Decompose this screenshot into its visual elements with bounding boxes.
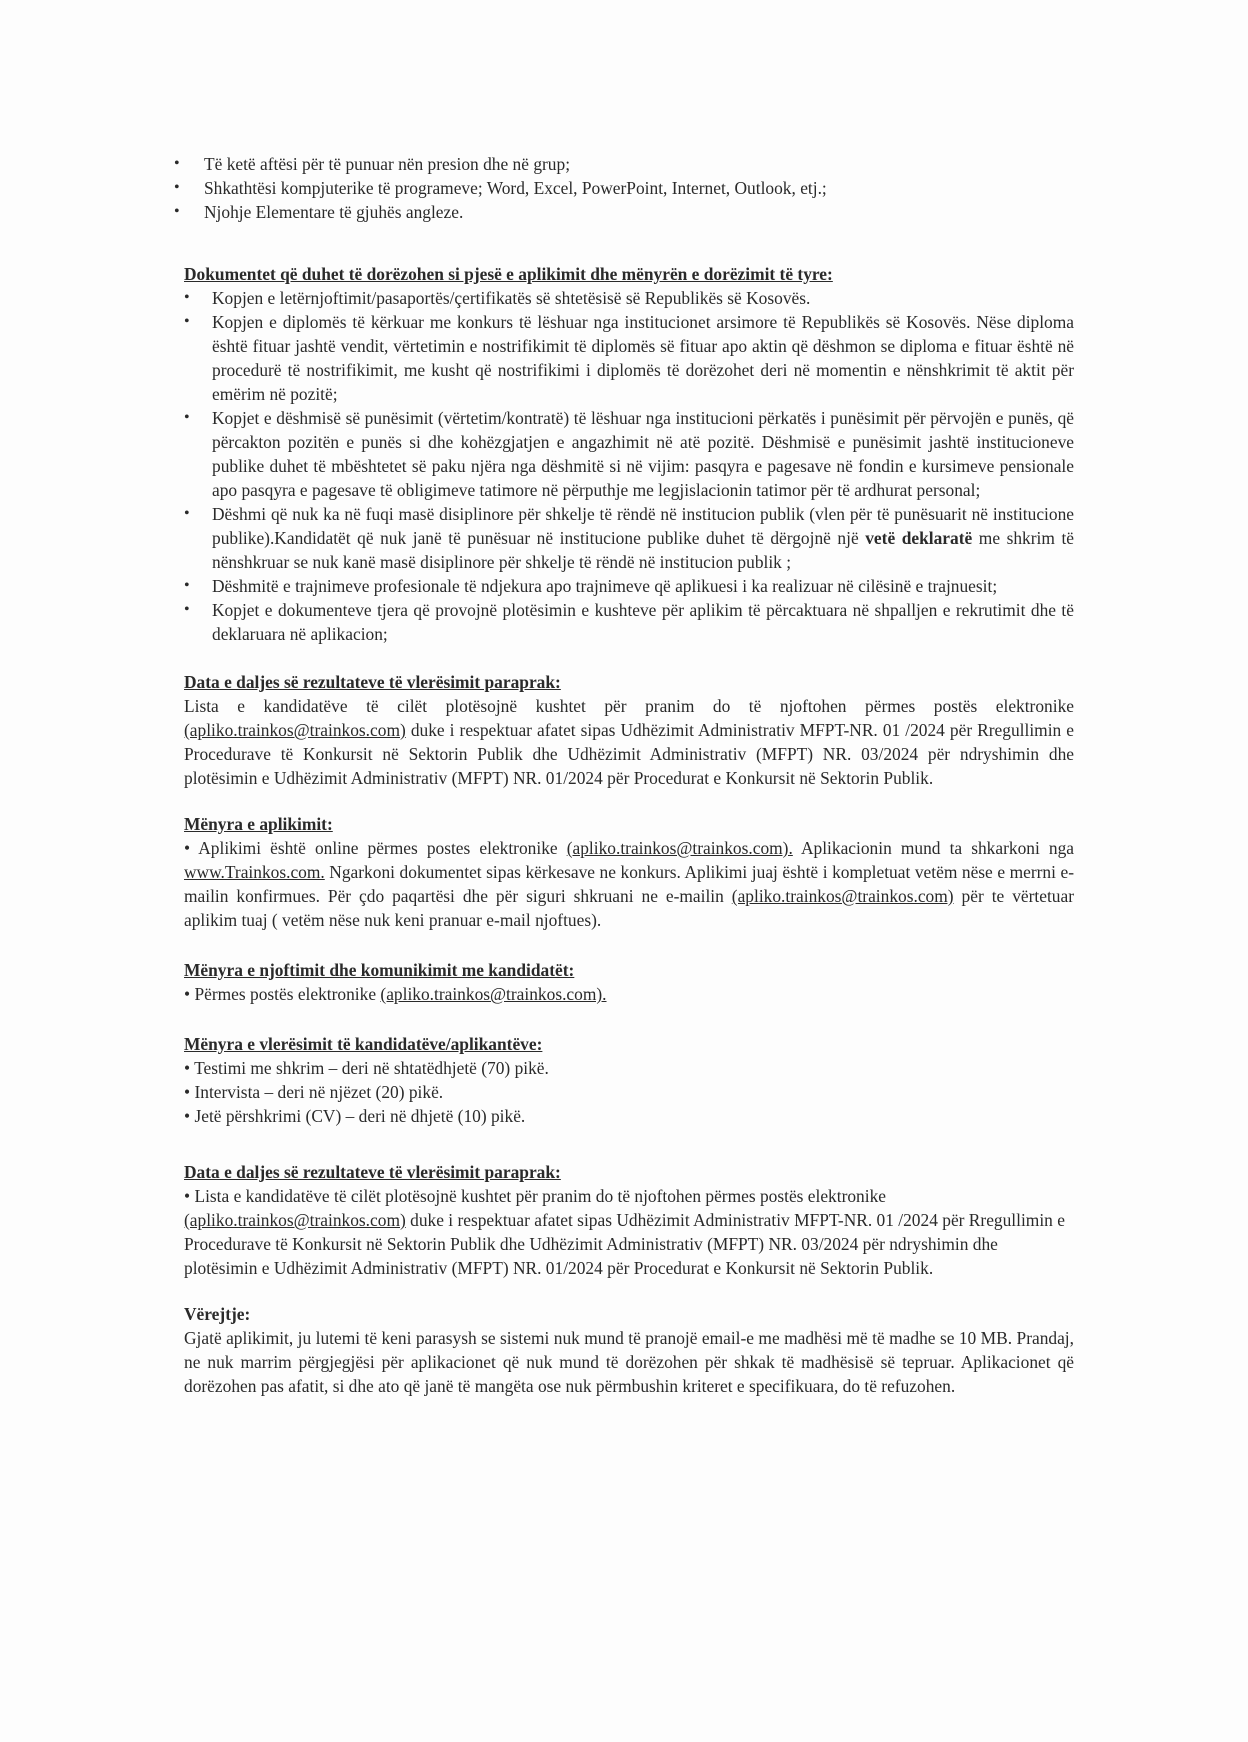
email-link[interactable]: (apliko.trainkos@trainkos.com) <box>184 720 406 740</box>
evaluation-item <box>184 1056 1074 1080</box>
documents-list <box>184 286 1074 646</box>
evaluation-item-text: Intervista – deri në njëzet (20) pikë. <box>194 1082 444 1102</box>
email-link[interactable]: (apliko.trainkos@trainkos.com) <box>731 886 954 906</box>
application-heading: Mënyra e aplikimit: <box>184 814 333 834</box>
bullet-dot: • <box>184 838 191 858</box>
documents-section <box>184 262 1074 646</box>
document-item: • Dëshmitë e trajnimeve profesionale të ndjekura apo trajnimeve që aplikuesi i ka realizuar në cilësinë e trajnuesit; <box>184 574 1074 598</box>
remark-text: Gjatë aplikimit, ju lutemi të keni parasysh se sistemi nuk mund të pranojë email-e me madhësi më të madhe se 10 MB. Prandaj, ne nuk marrim përgjegjësi për aplikacionet që nuk mund të dorëzohen për shkak të madhësisë së tepruar. Aplikacionet që dorëzohen pas afatit, si dhe ato që janë të mangëta ose nuk përmbushin kriteret e specifikuara, do të refuzohen. <box>184 1328 1074 1396</box>
evaluation-heading: Mënyra e vlerësimit të kandidatëve/aplikantëve: <box>184 1034 543 1054</box>
results-heading: Data e daljes së rezultateve të vlerësimit paraprak: <box>184 1162 561 1182</box>
application-text-3: Ngarkoni dokumentet sipas kërkesave ne konkurs. Aplikimi juaj është i kompletuat vetëm nëse e merrni e-mailin konfirmues. Për çdo paqartësi dhe për siguri shkruani ne e-mailin <box>184 862 1074 906</box>
communication-text-a: Përmes postës elektronike <box>194 984 377 1004</box>
bullet-dot: • <box>184 1186 191 1206</box>
application-text-1: Aplikimi është online përmes postes elektronike <box>198 838 558 858</box>
remark-title: Vërejtje: <box>184 1304 251 1324</box>
skill-item: • Të ketë aftësi për të punuar nën presion dhe në grup; <box>174 152 1074 176</box>
document-item: • Kopjet e dokumenteve tjera që provojnë plotësimin e kushteve për aplikim të përcaktuara në shpalljen e rekrutimit dhe të deklaruara në aplikacion; <box>184 598 1074 646</box>
evaluation-section <box>184 1032 1074 1128</box>
document-item <box>184 502 1074 574</box>
evaluation-item <box>184 1104 1074 1128</box>
document-item: • Kopjen e letërnjoftimit/pasaportës/çertifikatës së shtetësisë së Republikës së Kosovës. <box>184 286 1074 310</box>
document-item: • Kopjet e dëshmisë së punësimit (vërtetim/kontratë) të lëshuar nga institucioni përkatës i punësimit për përvojën e punës, që përcakton pozitën e punës si dhe kohëzgjatjen e angazhimit në atë pozitë. Dëshmisë e punësimit jashtë institucioneve publike duhet të mbështetet së paku njëra nga dëshmitë si në vijim: pasqyra e pagesave në fondin e kursimeve pensionale apo pasqyra e pagesave të obligimeve tatimore në përputhje me legjislacionin tatimor për të ardhurat personal; <box>184 406 1074 502</box>
results-heading: Data e daljes së rezultateve të vlerësimit paraprak: <box>184 672 561 692</box>
results-section-2 <box>184 1160 1074 1280</box>
document-item: • Kopjen e diplomës të kërkuar me konkurs të lëshuar nga institucionet arsimore të Republikës së Kosovës. Nëse diploma është fituar jashtë vendit, vërtetimin e nostrifikimit të diplomës së fituar apo aktin që dëshmon se diploma e fituar është në procedurë të nostrifikimit, me kusht që nostrifikimi i diplomës të dorëzohet deri në momentin e nënshkrimit të aktit për emërim në pozitë; <box>184 310 1074 406</box>
bullet-dot: • <box>184 1082 191 1102</box>
documents-heading: Dokumentet që duhet të dorëzohen si pjesë e aplikimit dhe mënyrën e dorëzimit të tyre: <box>184 264 833 284</box>
results-section-1 <box>184 670 1074 790</box>
communication-section <box>184 958 1074 1006</box>
skills-list <box>184 152 1074 224</box>
email-link[interactable]: (apliko.trainkos@trainkos.com). <box>566 838 793 858</box>
website-link[interactable]: www.Trainkos.com. <box>184 862 325 882</box>
bullet-dot: • <box>184 1058 191 1078</box>
results-text-b: duke i respektuar afatet sipas Udhëzimit Administrativ MFPT-NR. 01 /2024 për Rregullimin e Procedurave të Konkursit në Sektorin Publik dhe Udhëzimit Administrativ (MFPT) NR. 03/2024 për ndryshimin dhe plotësimin e Udhëzimit Administrativ (MFPT) NR. 01/2024 për Procedurat e Konkursit në Sektorin Publik. <box>184 720 1074 788</box>
results-text-a: Lista e kandidatëve të cilët plotësojnë kushtet për pranim do të njoftohen përmes postës elektronike <box>184 696 1074 716</box>
evaluation-item-text: Jetë përshkrimi (CV) – deri në dhjetë (10) pikë. <box>194 1106 526 1126</box>
application-text-2: Aplikacionin mund ta shkarkoni nga <box>800 838 1074 858</box>
application-section <box>184 812 1074 932</box>
communication-heading: Mënyra e njoftimit dhe komunikimit me kandidatët: <box>184 960 575 980</box>
document-item-bold: vetë deklaratë <box>865 528 973 548</box>
application-text <box>184 836 1074 932</box>
email-link[interactable]: (apliko.trainkos@trainkos.com). <box>380 984 607 1004</box>
application-text-4: për te vërtetuar aplikim tuaj ( vetëm nëse nuk keni pranuar e-mail njoftues). <box>184 886 1074 930</box>
evaluation-item <box>184 1080 1074 1104</box>
skill-item: • Shkathtësi kompjuterike të programeve; Word, Excel, PowerPoint, Internet, Outlook, etj.; <box>174 176 1074 200</box>
document-item-text: Dëshmi që nuk ka në fuqi masë disiplinore për shkelje të rëndë në institucion publik (vlen për të punësuarit në institucione publike).Kandidatët që nuk janë të punësuar në institucione publike duhet të dërgojnë një <box>212 504 1074 548</box>
document-item-text: me shkrim të nënshkruar se nuk kanë masë disiplinore për shkelje të rëndë në institucion publik ; <box>212 528 1074 572</box>
skill-item: • Njohje Elementare të gjuhës angleze. <box>174 200 1074 224</box>
results-text-b: duke i respektuar afatet sipas Udhëzimit Administrativ MFPT-NR. 01 /2024 për Rregullimin e Procedurave të Konkursit në Sektorin Publik dhe Udhëzimit Administrativ (MFPT) NR. 03/2024 për ndryshimin dhe plotësimin e Udhëzimit Administrativ (MFPT) NR. 01/2024 për Procedurat e Konkursit në Sektorin Publik. <box>184 1210 1065 1278</box>
communication-text <box>184 982 1074 1006</box>
evaluation-item-text: Testimi me shkrim – deri në shtatëdhjetë (70) pikë. <box>194 1058 549 1078</box>
results-text-a: Lista e kandidatëve të cilët plotësojnë kushtet për pranim do të njoftohen përmes postës elektronike <box>194 1186 887 1206</box>
email-link[interactable]: (apliko.trainkos@trainkos.com) <box>184 1210 406 1230</box>
results-text <box>184 694 1074 790</box>
results-text <box>184 1184 1074 1280</box>
bullet-dot: • <box>184 1106 191 1126</box>
document-content <box>184 152 1074 1398</box>
bullet-dot: • <box>184 984 191 1004</box>
